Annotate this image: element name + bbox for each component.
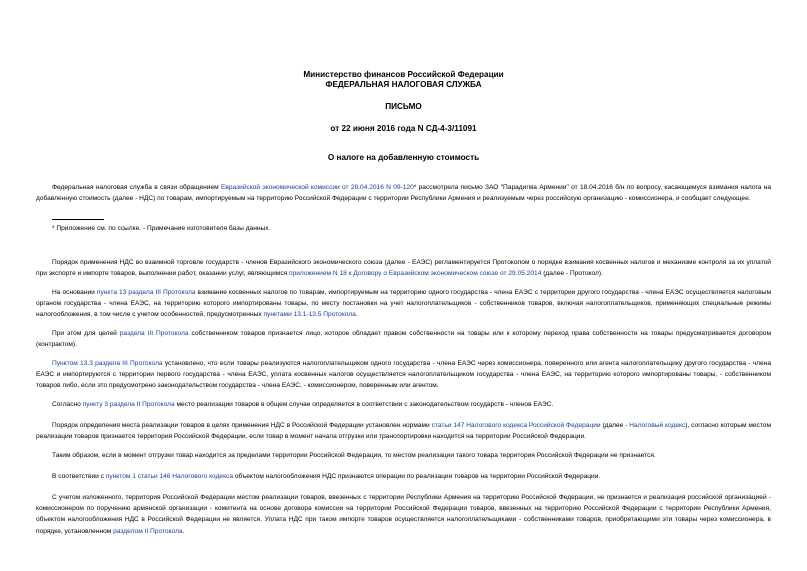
ministry-title: Министерство финансов Российской Федерации [303,70,504,79]
document-link[interactable]: приложением N 18 к Договору о Евразийском экономическом союзе от 29.05.2014 [289,270,542,278]
paragraph-article-147 [36,420,771,442]
paragraph-text: собственником товаров признается лицо, которое обладает правом собственности на товары или к которому переход права собственности на товары предусматривается договором (контрактом). [36,330,771,349]
document-link[interactable]: Налоговый кодекс [629,422,686,429]
paragraph-text: Порядок применения НДС во взаимной торговле государств - членов Евразийского экономического союза (далее - ЕАЭС) регламентируется Протоколом о порядке взимания косвенных налогов и механизме контроля за их уплатой при экспорте и импорте товаров, выполнении работ, оказании услуг, являющимся [36,259,771,278]
paragraph-text: Федеральная налоговая служба в связи обращением [52,184,221,191]
service-title: ФЕДЕРАЛЬНАЯ НАЛОГОВАЯ СЛУЖБА [325,80,482,89]
paragraph-text: С учетом изложенного, территория Российской Федерации местом реализации товаров, ввезенных с территории Республики Армения на территорию Российской Федерации, не признается и реализация российской организацией - комиссионером по поручению армянской организации - комитента на основе договора комиссии на территории Российской Федерации товаров, ввезенных на территорию Российской Федерации с территории Республики Армения, объектом налогообложения НДС в Российской Федерации не является. Уплата НДС при таком импорте товаров осуществляется налогоплательщиками - собственниками товаров, приобретающими эти товары через комиссионера, в порядке, установленном [36,494,771,535]
paragraph-text: * рассмотрела письмо ЗАО "Парадигма Армении" от 18.04.2016 б/н по вопросу, касающемуся взимания налога на добавленную стоимость (далее - НДС) по товарам, импортируемым на территорию Российской Федерации с территории Республики Армения и реализуемым через российскую организацию - комиссионера, и сообщает следующее. [36,184,771,203]
paragraph-text: Согласно [52,401,83,408]
paragraph-text: Порядок определения места реализации товаров в целях применения НДС в Российской Федерации установлен нормами [52,422,432,429]
paragraph-place-of-sale [36,399,771,410]
paragraph-intro [36,182,771,204]
paragraph-text: место реализации товаров в общем случае определяется в соответствии с законодательством государств - членов ЕАЭС. [174,401,554,408]
paragraph-text: На основании [52,289,97,296]
paragraph-text: При этом для целей [52,330,120,337]
document-link[interactable]: статьи 147 Налогового кодекса Российской Федерации [431,422,601,429]
paragraph-text: ), согласно которым местом реализации товаров признается территория Российской Федерации, если товар в момент начала отгрузки или транспортировки находится на территории Российской Федерации. [36,422,771,441]
paragraph-text: . [355,311,358,319]
paragraph-text: (далее - Протокол). [541,270,603,278]
paragraph-text: установлено, что если товары реализуются налогоплательщиком одного государства - члена ЕАЭС через комиссионера, поверенного или агента налогоплательщику другого государства - члена ЕАЭС и импортируются с территории первого государства - члена ЕАЭС, уплата косвенных налогов осуществляется налогоплательщиком государства - члена ЕАЭС, на территорию которого импортированы товары, - собственником товаров либо, если это предусмотрено законодательством государства - члена ЕАЭС, - комиссионером, поверенным или агентом. [36,360,771,390]
paragraph-text: Таким образом, если в момент отгрузки товар находится за пределами территории Российской Федерации, то местом реализации такого товара территория Российской Федерации не признается. [52,452,656,459]
document-subject: О налоге на добавленную стоимость [327,153,480,162]
document-link[interactable]: раздела III Протокола [119,330,189,337]
footnote-divider [52,219,104,220]
document-date-number: от 22 июня 2016 года N СД-4-3/11091 [330,124,477,133]
document-link[interactable]: Евразийской экономической комиссии от 28.04.2016 N 09-120 [220,184,414,191]
paragraph-text: . [182,527,185,535]
footnote: * Приложение см. по ссылке. - Примечание изготовителя базы данных. [52,225,271,232]
paragraph-text: (далее - [600,422,630,429]
paragraph-protocol [36,257,771,279]
document-link[interactable]: пунктами 13.1-13.5 Протокола [263,311,356,319]
document-link[interactable]: Пунктом 13.3 раздела III Протокола [52,360,163,367]
paragraph-clause-13 [36,287,771,321]
document-link[interactable]: пункта 13 раздела III Протокола [96,289,196,296]
paragraph-clause-13-3 [36,358,771,392]
paragraph-text: взимание косвенных налогов по товарам, импортируемым на территорию одного государства - члена ЕАЭС с территории другого государства - члена ЕАЭС осуществляется налоговым органом государства - члена ЕАЭС, на территорию которого импортированы товары, по месту постановки на учет налогоплательщиков - собственников товаров, включая налогоплательщиков, применяющих специальные режимы налогообложения, в том числе с учетом особенностей, предусмотренных [36,289,771,319]
document-link[interactable]: пункту 3 раздела II Протокола [82,401,175,408]
document-link[interactable]: разделом II Протокола [113,527,183,535]
document-link[interactable]: пунктом 1 статьи 146 Налогового кодекса [105,473,234,480]
paragraph-conclusion-place [36,450,771,461]
paragraph-owner [36,328,771,350]
paragraph-article-146 [36,471,771,482]
paragraph-final [36,492,771,537]
document-type: ПИСЬМО [385,102,422,111]
paragraph-text: В соответствии с [52,473,106,480]
paragraph-text: объектом налогообложения НДС признаются операции по реализации товаров на территории Российской Федерации. [233,473,601,480]
